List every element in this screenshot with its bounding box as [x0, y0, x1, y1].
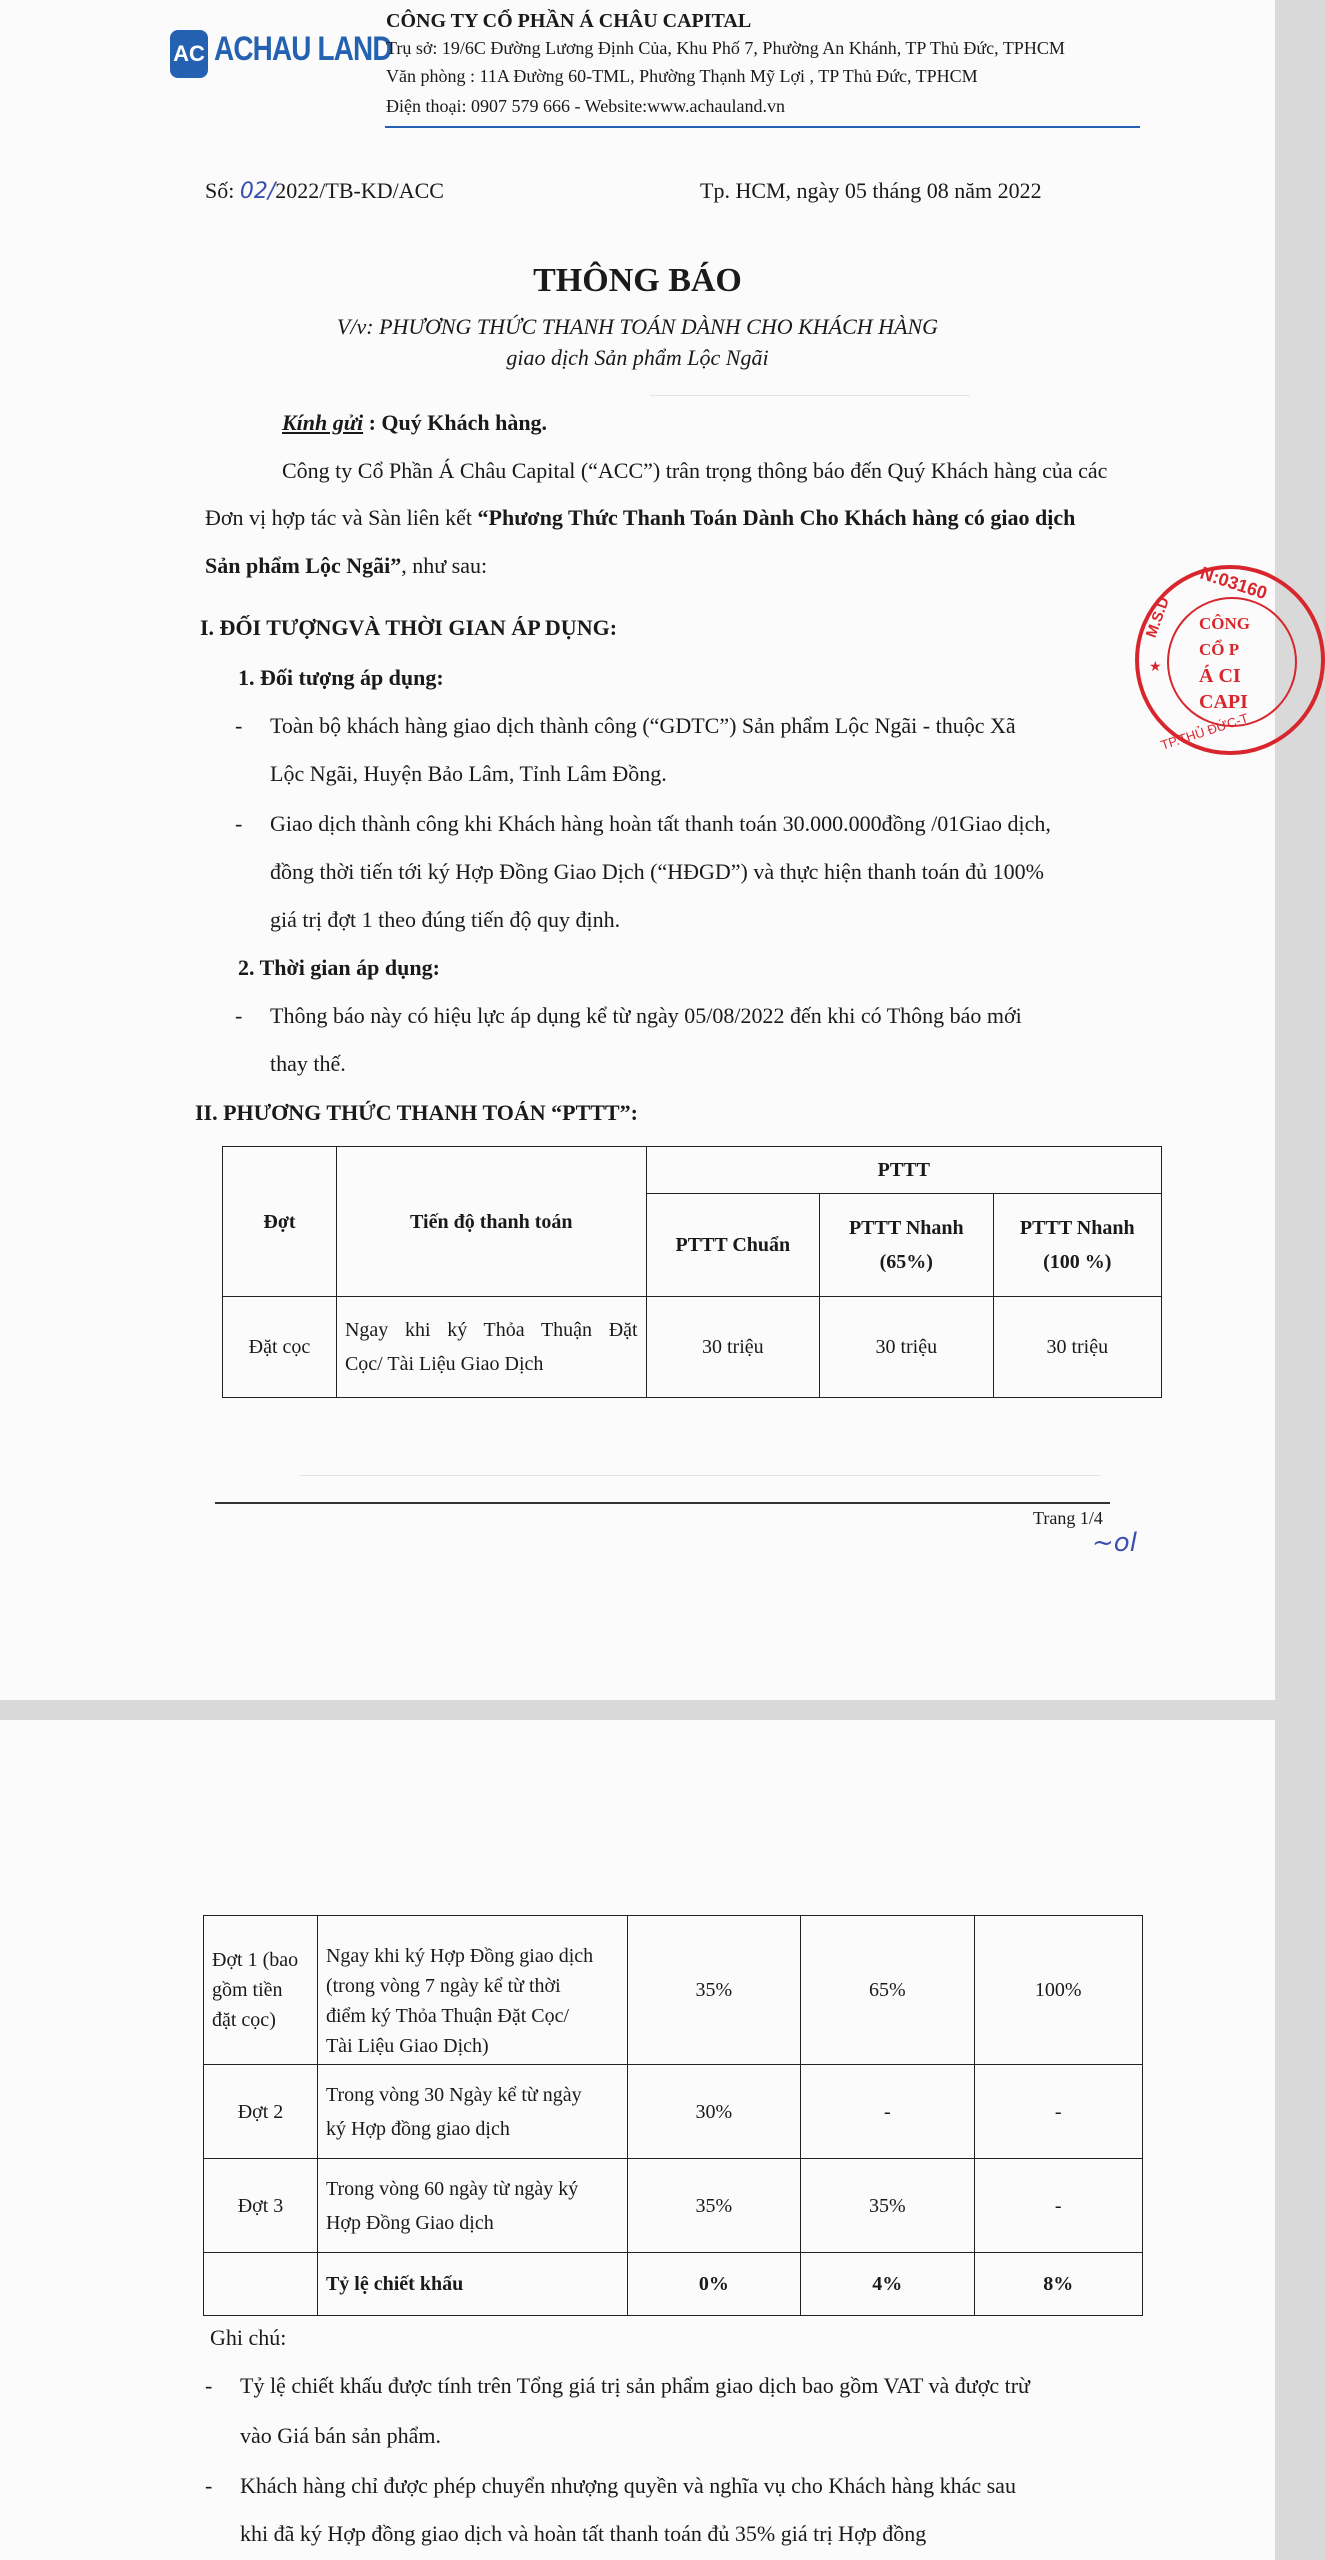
seal-body: [1199, 611, 1250, 715]
subject-line-1: V/v: PHƯƠNG THỨC THANH TOÁN DÀNH CHO KHÁCH HÀNG: [336, 314, 939, 339]
subject-line-2: giao dịch Sản phẩm Lộc Ngãi: [506, 345, 769, 370]
cell-tien-do-line-2: Cọc/ Tài Liệu Giao Dịch: [344, 1353, 544, 1375]
cell-pttt-chuan: 30 triệu: [646, 1297, 819, 1398]
cell-discount-nhanh-100: 8%: [974, 2253, 1142, 2316]
cell-discount-chuan: 0%: [627, 2253, 800, 2316]
cell-pttt-nhanh-100: 30 triệu: [993, 1297, 1161, 1398]
cell-tien-do-line-2: ký Hợp đồng giao dịch: [325, 2117, 510, 2140]
table-row: [204, 2159, 1143, 2253]
payment-table-part-1: [222, 1146, 1162, 1398]
section-2-heading: II. PHƯƠNG THỨC THANH TOÁN “PTTT”:: [195, 1100, 638, 1125]
company-logo-icon: AC: [170, 30, 208, 78]
document-number-label: Số:: [205, 178, 235, 203]
cell-tien-do: [317, 2065, 627, 2159]
bullet-2-line-3: giá trị đợt 1 theo đúng tiến độ quy định.: [270, 907, 621, 932]
handwritten-initial: ~ol: [1092, 1528, 1137, 1558]
cell-pttt-nhanh-65: 65%: [801, 1916, 974, 2065]
header-pttt: PTTT: [646, 1147, 1161, 1194]
seal-line-3: Á CI: [1199, 665, 1241, 687]
page-title: THÔNG BÁO: [533, 262, 742, 299]
cell-pttt-nhanh-100: -: [974, 2065, 1142, 2159]
cell-pttt-nhanh-65: 35%: [801, 2159, 974, 2253]
notes-heading: Ghi chú:: [210, 2325, 287, 2350]
bullet-2-line-2: đồng thời tiến tới ký Hợp Đồng Giao Dịch (“HĐGD”) và thực hiện thanh toán đủ 100%: [270, 859, 1044, 884]
cell-tien-do-line-1: Ngay khi ký Thỏa Thuận Đặt: [344, 1319, 638, 1341]
document-number: [205, 178, 444, 204]
note-2-line-2: khi đã ký Hợp đồng giao dịch và hoàn tất thanh toán đủ 35% giá trị Hợp đồng: [240, 2521, 927, 2546]
cell-dot-empty: [204, 2253, 318, 2316]
seal-star-icon: ★: [1149, 660, 1162, 675]
footer-divider: [215, 1502, 1110, 1504]
document-date: Tp. HCM, ngày 05 tháng 08 năm 2022: [700, 178, 1042, 203]
cell-pttt-chuan: 30%: [627, 2065, 800, 2159]
intro-line-2-normal: Đơn vị hợp tác và Sàn liên kết: [205, 505, 478, 530]
note-1-line-1: Tỷ lệ chiết khấu được tính trên Tổng giá trị sản phẩm giao dịch bao gồm VAT và được trừ: [240, 2373, 1030, 2398]
intro-line-3: [205, 553, 487, 579]
header-pttt-nhanh-100-line-2: (100 %): [1043, 1251, 1112, 1273]
header-contact: Điện thoại: 0907 579 666 - Website:www.achauland.vn: [386, 96, 785, 116]
greeting-rest: : Quý Khách hàng.: [368, 410, 548, 435]
note-1-line-2: vào Giá bán sản phẩm.: [240, 2423, 441, 2448]
section-1-sub-2: 2. Thời gian áp dụng:: [238, 955, 440, 980]
bullet-1-line-2: Lộc Ngãi, Huyện Bảo Lâm, Tỉnh Lâm Đồng.: [270, 761, 667, 786]
cell-pttt-chuan: 35%: [627, 1916, 800, 2065]
seal-number: N:03160: [1197, 562, 1270, 604]
note-2-line-1: Khách hàng chỉ được phép chuyển nhượng quyền và nghĩa vụ cho Khách hàng khác sau: [240, 2473, 1016, 2498]
cell-pttt-nhanh-100: 100%: [974, 1916, 1142, 2065]
cell-pttt-nhanh-65: -: [801, 2065, 974, 2159]
cell-dot: [204, 1916, 318, 2065]
header-company-name: CÔNG TY CỔ PHẦN Á CHÂU CAPITAL: [386, 10, 752, 32]
section-1-sub-1: 1. Đối tượng áp dụng:: [238, 665, 444, 690]
cell-tien-do-line-1: Trong vòng 60 ngày từ ngày ký: [325, 2177, 579, 2200]
seal-line-4: CAPI: [1199, 691, 1248, 713]
cell-tien-do: [317, 1916, 627, 2065]
cell-dot-line-3: đặt cọc): [212, 2009, 276, 2031]
header-pttt-nhanh-100-line-1: PTTT Nhanh: [1019, 1217, 1135, 1239]
page-number: Trang 1/4: [1033, 1508, 1103, 1528]
bullet-dash: -: [205, 2373, 213, 2398]
seal-top: M.S.D: [1142, 595, 1173, 640]
bullet-dash: -: [235, 811, 243, 836]
bullet-dash: -: [235, 713, 243, 738]
table-row: [204, 1916, 1143, 2065]
table-row: [223, 1297, 1162, 1398]
cell-discount-nhanh-65: 4%: [801, 2253, 974, 2316]
header-pttt-nhanh-65: [820, 1194, 993, 1297]
header-dot: Đợt: [223, 1147, 337, 1297]
header-pttt-nhanh-65-line-2: (65%): [879, 1251, 933, 1273]
cell-pttt-nhanh-65: 30 triệu: [820, 1297, 993, 1398]
header-tien-do: Tiến độ thanh toán: [336, 1147, 646, 1297]
cell-dot-line-2: gồm tiền: [212, 1979, 283, 2001]
table-row: [204, 2065, 1143, 2159]
document-page-2: [0, 1720, 1275, 2560]
company-seal-stamp: [1135, 562, 1325, 755]
cell-discount-label: Tỷ lệ chiết khấu: [317, 2253, 627, 2316]
greeting-label: Kính gửi: [282, 410, 364, 435]
section-1-heading: I. ĐỐI TƯỢNGVÀ THỜI GIAN ÁP DỤNG:: [200, 615, 618, 640]
cell-pttt-nhanh-100: -: [974, 2159, 1142, 2253]
intro-line-2: [205, 505, 1075, 531]
cell-tien-do-line-1: Trong vòng 30 Ngày kể từ ngày: [325, 2083, 582, 2106]
cell-tien-do-line-3: điểm ký Thỏa Thuận Đặt Cọc/: [325, 2005, 570, 2027]
intro-line-3-bold: Sản phẩm Lộc Ngãi”: [205, 553, 402, 578]
cell-pttt-chuan: 35%: [627, 2159, 800, 2253]
cell-dot: Đợt 2: [204, 2065, 318, 2159]
intro-line-2-bold: “Phương Thức Thanh Toán Dành Cho Khách hàng có giao dịch: [477, 505, 1076, 530]
header-divider: [385, 126, 1140, 128]
header-pttt-chuan: PTTT Chuẩn: [646, 1194, 819, 1297]
greeting: [282, 410, 547, 436]
bullet-2-line-1: Giao dịch thành công khi Khách hàng hoàn tất thanh toán 30.000.000đồng /01Giao dịch,: [270, 811, 1051, 836]
header-pttt-nhanh-65-line-1: PTTT Nhanh: [848, 1217, 964, 1239]
cell-tien-do: [336, 1297, 646, 1398]
cell-tien-do-line-2: (trong vòng 7 ngày kể từ thời: [325, 1975, 561, 1997]
seal-line-1: CÔNG: [1199, 614, 1250, 633]
header-pttt-nhanh-100: [993, 1194, 1161, 1297]
cell-tien-do: [317, 2159, 627, 2253]
cell-dot: Đặt cọc: [223, 1297, 337, 1398]
seal-line-2: CỔ P: [1199, 640, 1240, 659]
document-number-suffix: 2022/TB-KD/ACC: [275, 178, 444, 203]
bullet-3-line-2: thay thế.: [270, 1051, 346, 1076]
bullet-dash: -: [205, 2473, 213, 2498]
company-logo-text: ACHAU LAND: [214, 30, 392, 68]
intro-line-1: Công ty Cổ Phần Á Châu Capital (“ACC”) trân trọng thông báo đến Quý Khách hàng của các: [282, 458, 1108, 483]
header-office: Văn phòng : 11A Đường 60-TML, Phường Thạnh Mỹ Lợi , TP Thủ Đức, TPHCM: [386, 66, 978, 86]
cell-tien-do-line-4: Tài Liệu Giao Dịch): [325, 2035, 489, 2057]
intro-line-3-normal: , như sau:: [401, 553, 488, 578]
header-address: Trụ sở: 19/6C Đường Lương Định Của, Khu Phố 7, Phường An Khánh, TP Thủ Đức, TPHCM: [386, 38, 1065, 58]
bullet-dash: -: [235, 1003, 243, 1028]
cell-dot-line-1: Đợt 1 (bao: [212, 1949, 299, 1971]
bullet-3-line-1: Thông báo này có hiệu lực áp dụng kể từ ngày 05/08/2022 đến khi có Thông báo mới: [270, 1003, 1022, 1028]
document-number-handwritten: 02/: [239, 179, 276, 204]
bullet-1-line-1: Toàn bộ khách hàng giao dịch thành công (“GDTC”) Sản phẩm Lộc Ngãi - thuộc Xã: [270, 713, 1016, 738]
payment-table-part-2: [203, 1915, 1143, 2316]
seal-bottom: TP.THỦ ĐỨC-T: [1158, 710, 1251, 753]
cell-tien-do-line-1: Ngay khi ký Hợp Đồng giao dịch: [325, 1945, 594, 1967]
cell-dot: Đợt 3: [204, 2159, 318, 2253]
table-row-discount: [204, 2253, 1143, 2316]
cell-tien-do-line-2: Hợp Đồng Giao dịch: [325, 2211, 494, 2234]
